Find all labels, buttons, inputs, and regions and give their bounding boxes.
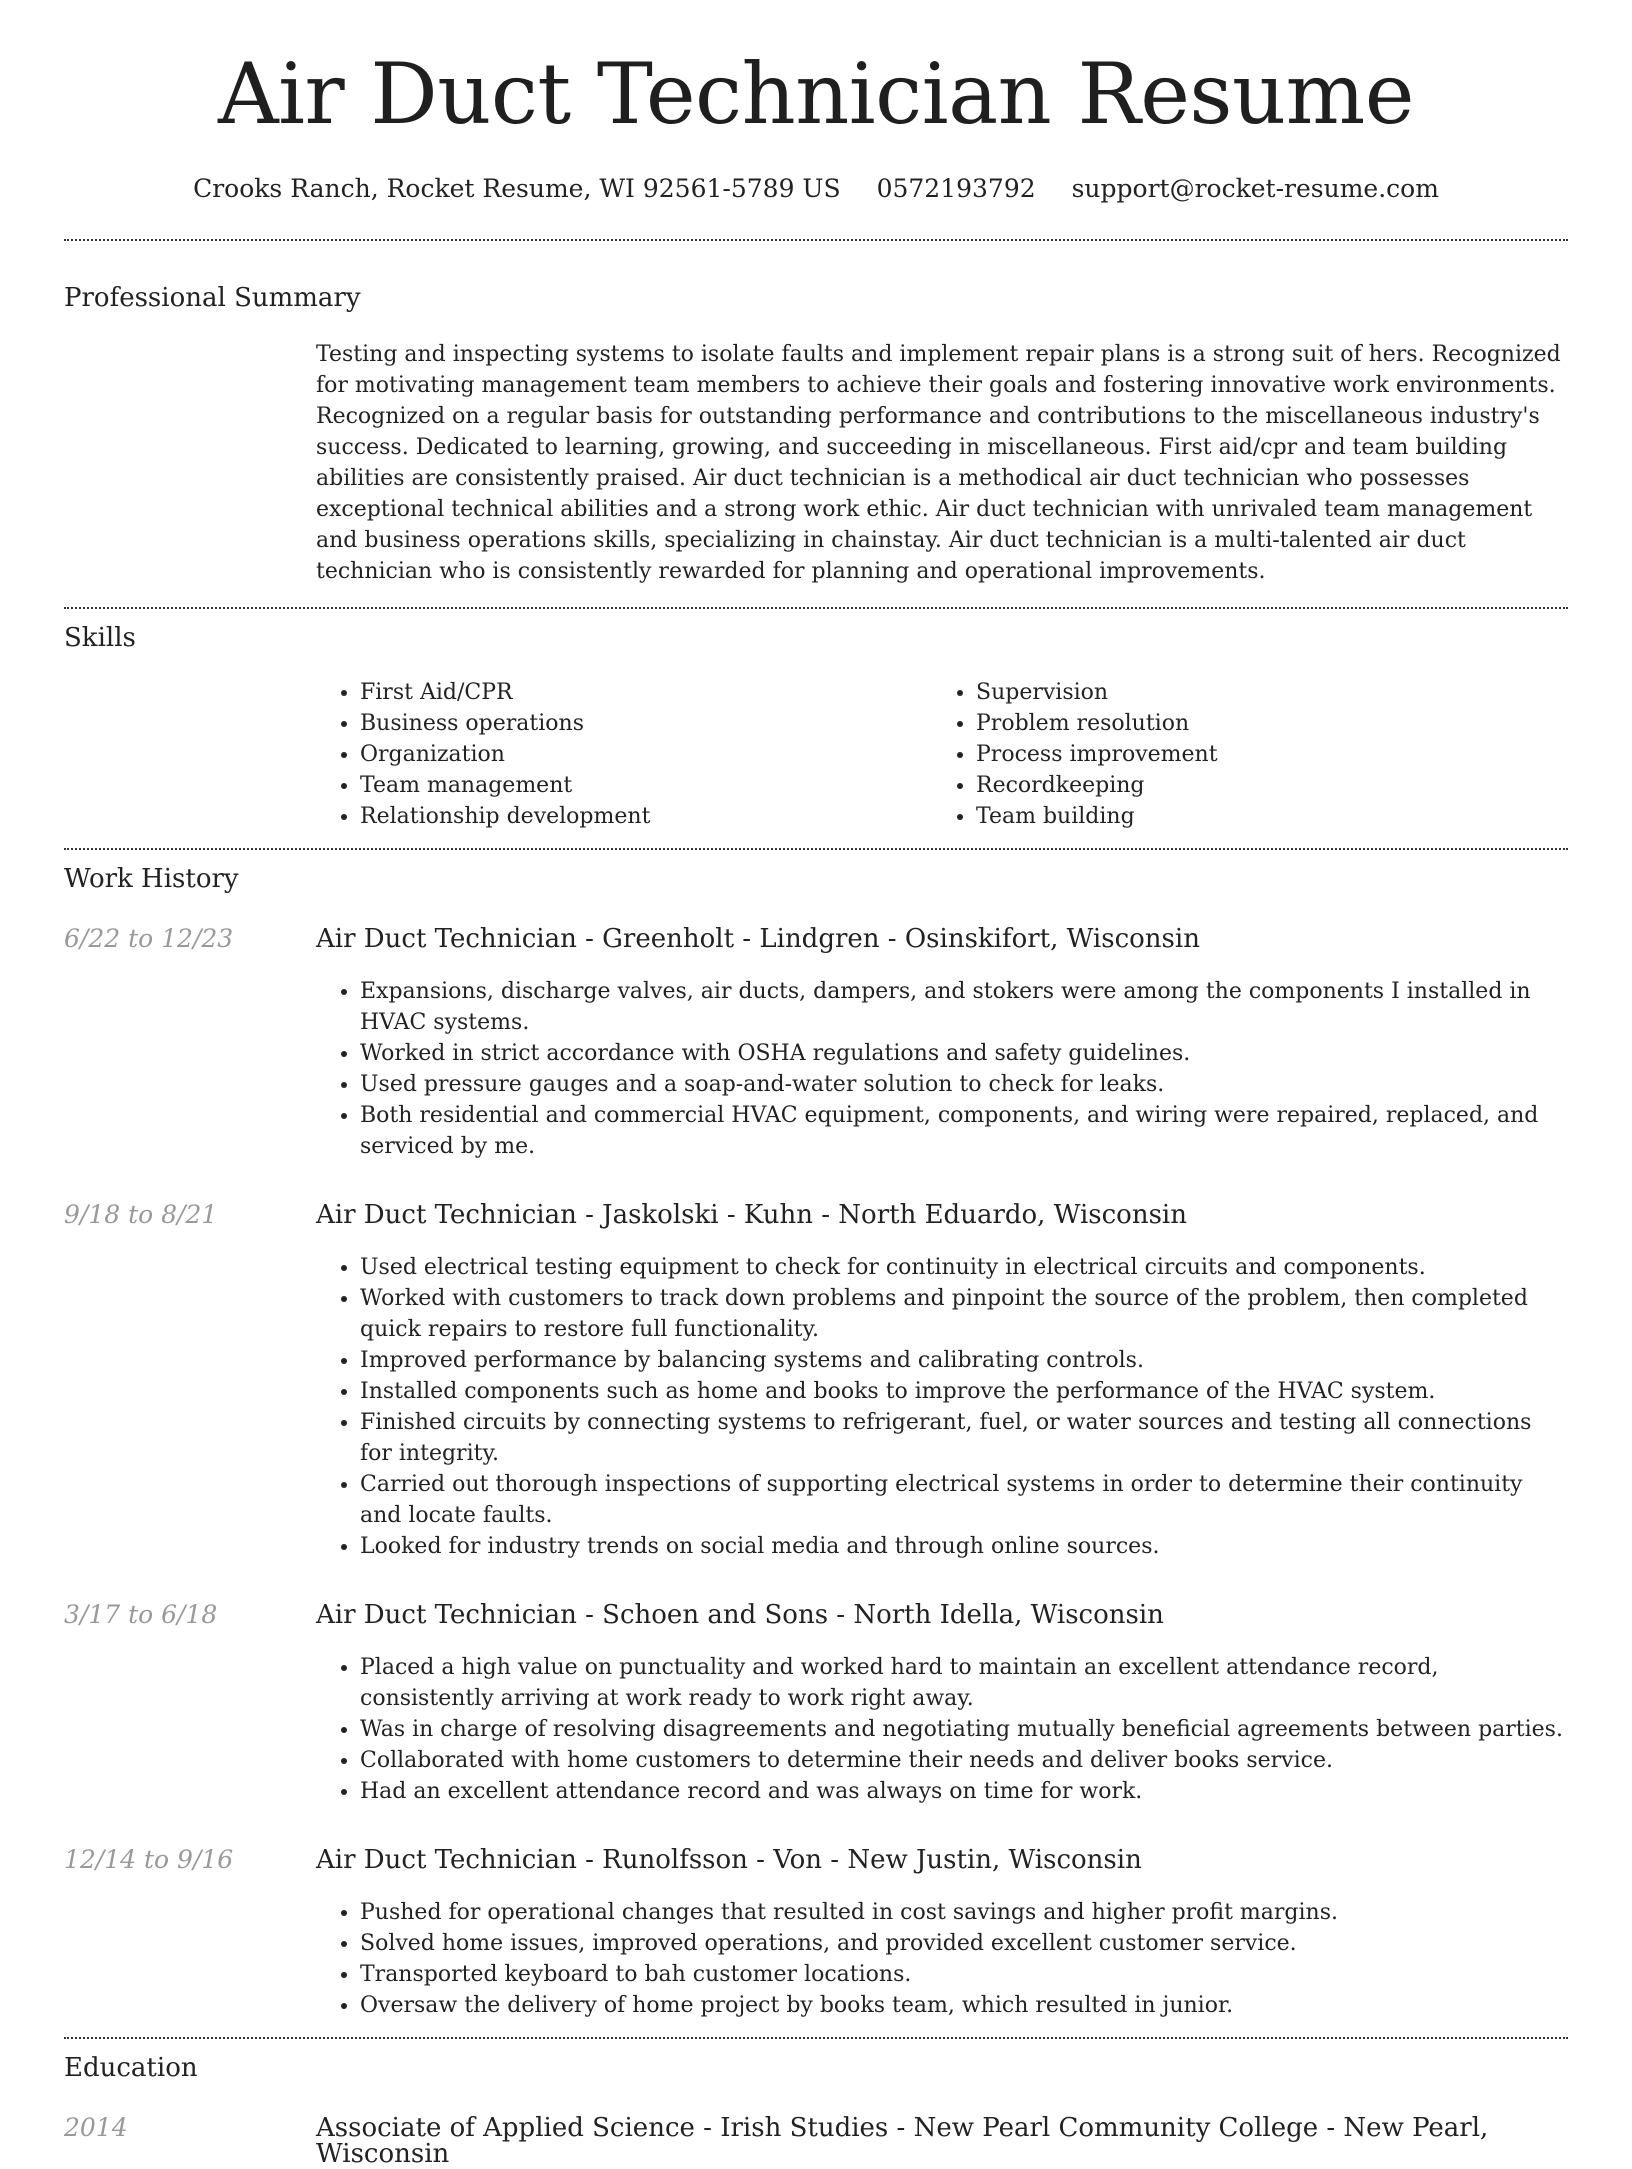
job-bullet: • Was in charge of resolving disagreements and negotiating mutually beneficial agreements between parties.: [360, 1714, 1568, 1745]
job-bullet: • Worked with customers to track down problems and pinpoint the source of the problem, then completed quick repairs to restore full functionality.: [360, 1283, 1568, 1345]
job-bullet: • Oversaw the delivery of home project by books team, which resulted in junior.: [360, 1990, 1568, 2021]
job-title: Air Duct Technician - Runolfsson - Von - New Justin, Wisconsin: [316, 1845, 1142, 1875]
education-heading: Education: [64, 2053, 198, 2083]
job-bullet: • Expansions, discharge valves, air ducts, dampers, and stokers were among the components I installed in HVAC systems.: [360, 976, 1568, 1038]
job-title: Air Duct Technician - Greenholt - Lindgren - Osinskifort, Wisconsin: [316, 924, 1200, 954]
job-bullet: • Had an excellent attendance record and was always on time for work.: [360, 1776, 1568, 1807]
skills-list-right: [932, 677, 1548, 832]
skill-item: • Business operations: [360, 708, 932, 739]
job-entry: [64, 1202, 1568, 1562]
work-history-section: [64, 850, 1568, 2021]
skills-section: [64, 609, 1568, 832]
education-degree: Associate of Applied Science - Irish Studies - New Pearl Community College - New Pearl, Wisconsin: [316, 2113, 1489, 2169]
job-entry: [64, 1602, 1568, 1807]
job-bullet: • Installed components such as home and books to improve the performance of the HVAC system.: [360, 1376, 1568, 1407]
work-history-heading: Work History: [64, 864, 239, 894]
job-body: [316, 1202, 1568, 1562]
job-title: Air Duct Technician - Schoen and Sons - North Idella, Wisconsin: [316, 1600, 1164, 1630]
skill-item: • Team building: [976, 801, 1548, 832]
job-bullets: [316, 1652, 1568, 1807]
job-bullet: • Finished circuits by connecting systems to refrigerant, fuel, or water sources and testing all connections for integrity.: [360, 1407, 1568, 1469]
job-title: Air Duct Technician - Jaskolski - Kuhn - North Eduardo, Wisconsin: [316, 1200, 1187, 1230]
contact-phone: 0572193792: [876, 174, 1036, 203]
job-bullet: • Carried out thorough inspections of supporting electrical systems in order to determine their continuity and locate faults.: [360, 1469, 1568, 1531]
job-bullets: [316, 1252, 1568, 1562]
job-body: [316, 1847, 1568, 2021]
skill-item: • Problem resolution: [976, 708, 1548, 739]
education-section: [64, 2039, 1568, 2167]
job-bullet: • Collaborated with home customers to determine their needs and deliver books service.: [360, 1745, 1568, 1776]
skills-list-left: [316, 677, 932, 832]
job-bullets: [316, 976, 1568, 1162]
job-bullet: • Transported keyboard to bah customer locations.: [360, 1959, 1568, 1990]
job-bullet: • Used pressure gauges and a soap-and-water solution to check for leaks.: [360, 1069, 1568, 1100]
job-bullet: • Worked in strict accordance with OSHA regulations and safety guidelines.: [360, 1038, 1568, 1069]
education-year: 2014: [64, 2113, 128, 2142]
job-bullet: • Looked for industry trends on social media and through online sources.: [360, 1531, 1568, 1562]
job-dates: 6/22 to 12/23: [64, 924, 234, 953]
skill-item: • Relationship development: [360, 801, 932, 832]
job-body: [316, 926, 1568, 1162]
summary-text: Testing and inspecting systems to isolate faults and implement repair plans is a strong suit of hers. Recognized for motivating management team members to achieve their goals and fostering innovative work environments. Recognized on a regular basis for outstanding performance and contributions to the miscellaneous industry's success. Dedicated to learning, growing, and succeeding in miscellaneous. First aid/cpr and team building abilities are consistently praised. Air duct technician is a methodical air duct technician who possesses exceptional technical abilities and a strong work ethic. Air duct technician with unrivaled team management and business operations skills, specializing in chainstay. Air duct technician is a multi-talented air duct technician who is consistently rewarded for planning and operational improvements.: [316, 342, 1561, 584]
contact-line: [64, 176, 1568, 201]
resume-title: Air Duct Technician Resume: [218, 45, 1414, 143]
job-dates: 12/14 to 9/16: [64, 1845, 234, 1874]
job-entry: [64, 1847, 1568, 2021]
contact-address: Crooks Ranch, Rocket Resume, WI 92561-5789 US: [193, 174, 841, 203]
job-body: [316, 1602, 1568, 1807]
job-entry: [64, 926, 1568, 1162]
resume-header: [64, 0, 1568, 201]
job-bullet: • Both residential and commercial HVAC equipment, components, and wiring were repaired, replaced, and serviced by me.: [360, 1100, 1568, 1162]
skills-columns: [316, 677, 1568, 832]
job-dates: 3/17 to 6/18: [64, 1600, 218, 1629]
skill-item: • Organization: [360, 739, 932, 770]
contact-email: support@rocket-resume.com: [1071, 174, 1439, 203]
job-bullet: • Pushed for operational changes that resulted in cost savings and higher profit margins.: [360, 1897, 1568, 1928]
skill-item: • Supervision: [976, 677, 1548, 708]
education-entry: [64, 2115, 1568, 2167]
professional-summary-section: [64, 241, 1568, 587]
job-dates: 9/18 to 8/21: [64, 1200, 218, 1229]
job-bullet: • Solved home issues, improved operations, and provided excellent customer service.: [360, 1928, 1568, 1959]
skill-item: • First Aid/CPR: [360, 677, 932, 708]
summary-heading: Professional Summary: [64, 283, 361, 313]
job-bullet: • Improved performance by balancing systems and calibrating controls.: [360, 1345, 1568, 1376]
skill-item: • Recordkeeping: [976, 770, 1548, 801]
job-bullets: [316, 1897, 1568, 2021]
job-bullet: • Used electrical testing equipment to check for continuity in electrical circuits and components.: [360, 1252, 1568, 1283]
job-bullet: • Placed a high value on punctuality and worked hard to maintain an excellent attendance record, consistently arriving at work ready to work right away.: [360, 1652, 1568, 1714]
skill-item: • Team management: [360, 770, 932, 801]
skill-item: • Process improvement: [976, 739, 1548, 770]
skills-heading: Skills: [64, 623, 136, 653]
